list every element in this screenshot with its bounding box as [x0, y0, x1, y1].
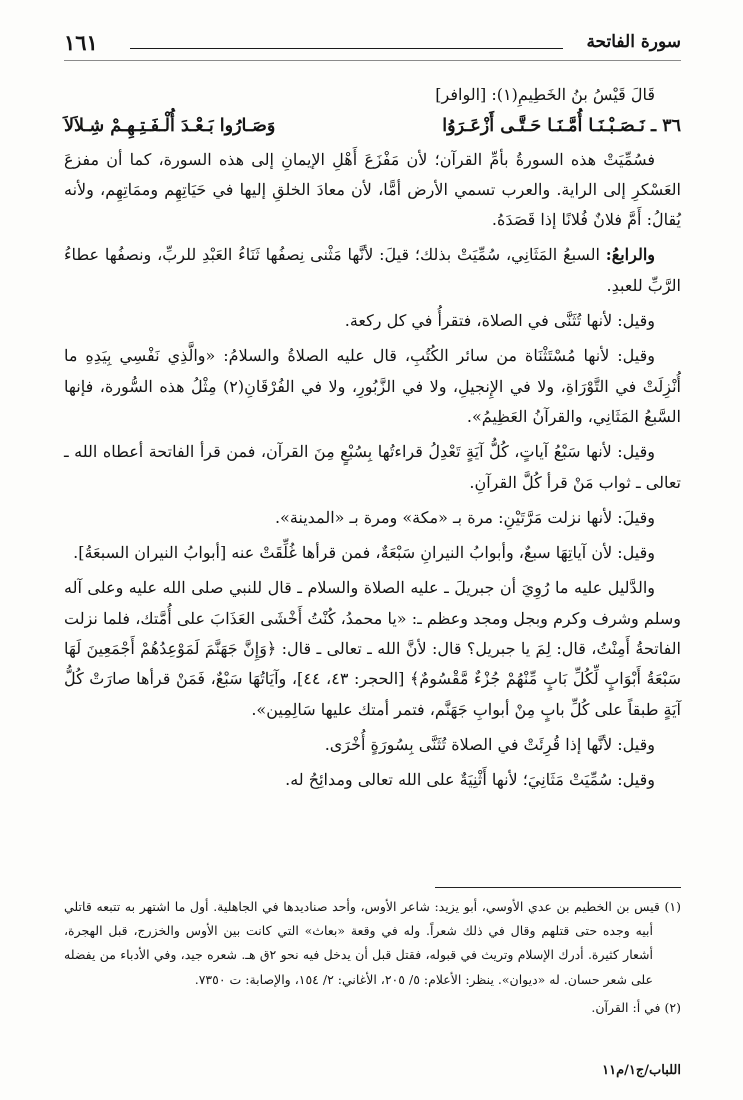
hemistich-2: وَصَـارُوا بَـعْـدَ أُلْـفَـتِـهِـمْ شِـلاَلاَ: [64, 116, 276, 137]
paragraph-2: [64, 240, 681, 301]
footnote-2: (٢) في أ: القرآن.: [591, 999, 681, 1015]
footnote-1: (١) قيس بن الخطيم بن عدي الأوسي، أبو يزيد: شاعر الأوس، وأحد صناديدها في الجاهلية. أول ما اشتهر به تتبعه قاتلي أبيه وجده حتى قتلهم وقال في ذلك شعراً. وله في وقعة «بعاث» التي كانت بين الأوس والخزرج، قبل الهجرة، أشعار كثيرة. أدرك الإسلام وتريث في قبوله، فقتل قبل أن يدخل فيه نحو ٢ق هـ. شعره جيد، وفي الأدباء من يفضله على شعر حسان. له «ديوان». ينظر: الأعلام: ٥/ ٢٠٥، الأغاني: ٢/ ١٥٤، والإصابة: ت ٧٣٥٠.: [64, 899, 681, 987]
paragraph-8: والدَّليل عليه ما رُوِيَ أن جبريلَ ـ عليه الصلاة والسلام ـ قال للنبي صلى الله عليه وعلى آله وسلم وشرف وكرم وبجل ومجد وعظم ـ: «يا محمدُ، كُنْتُ أَخْشَى العَذَابَ على أُمَّتك، فلما نزلت الفاتحةُ أَمِنْتُ، قال: لِمَ يا جبريل؟ قال: لأنَّ الله ـ تعالى ـ قال: ﴿وَإِنَّ جَهَنَّمَ لَمَوْعِدُهُمْ أَجْمَعِينَ لَهَا سَبْعَةُ أَبْوَابٍ لِّكُلِّ بَابٍ مِّنْهُمْ جُزْءٌ مَّقْسُومٌ﴾ [الحجر: ٤٣، ٤٤]، وآيَاتُهَا سَبْعٌ، فَمَنْ قرأها صارَتْ كُلُّ آيَةٍ طبقاً على كُلِّ بابٍ مِنْ أبوابِ جَهَنَّم، فتمر أمتك عليها سَالِمِين».: [64, 578, 682, 719]
main-text: [64, 80, 681, 801]
poem-verse: [64, 111, 681, 141]
paragraph-7: وقيل: لأن آياتِهَا سبعٌ، وأبوابُ النيرانِ سَبْعَةٌ، فمن قرأها غُلِّقَتْ عنه [أبوابُ النيران السبعَةُ].: [73, 543, 655, 563]
paragraph-2-text: السبعُ المَثَانِي، سُمِّيَتْ بذلك؛ قيلَ: لأنَّها مَثْنى نِصفُها ثَنَاءُ العَبْدِ للربِّ، ونصفُها عطاءُ الرَّبِّ للعبدِ.: [64, 245, 681, 295]
paragraph-1: فسُمِّيَتْ هذه السورةُ بأمِّ القرآن؛ لأن مَفْزَعَ أَهْلِ الإيمانِ إلى هذه السورة، كما أن مفزعَ العَسْكرِ إلى الراية. والعرب تسمي الأرض أمًّا، لأن معادَ الخلقِ إليها في حَيَاتِهِم وممَاتِهِم، ولأنه يُقالُ: أَمَّ فلانٌ فُلانًا إذا قَصَدَهُ.: [64, 149, 681, 230]
page-number: ١٦١: [64, 30, 98, 55]
paragraph-3: وقيل: لأنها تُثَنَّى في الصلاة، فتقرأُ في كل ركعة.: [344, 311, 655, 331]
footnote-rule: [435, 887, 681, 888]
verse-intro: قَالَ قَيْسُ بنُ الخَطِيمِ(١): [الوافر]: [435, 85, 655, 104]
verse-number: ٣٦ ـ: [644, 116, 681, 137]
surah-title: سورة الفاتحة: [586, 32, 681, 52]
footnotes: [64, 895, 681, 1020]
paragraph-10: وقيل: سُمِّيَتْ مَثَانِيَ؛ لأنها أَثْنِيَةٌ على الله تعالى ومدائِحُ له.: [285, 770, 655, 790]
header-rule: [64, 60, 681, 61]
hemistich-1: نَـصَـبْـنَـا أُمَّـنَـا حَـتَّـى أَزْعَـرَوُا: [442, 116, 645, 137]
header-line: [130, 48, 563, 49]
running-header: [64, 32, 681, 58]
paragraph-6: وقيلَ: لأنها نزلت مَرَّتَيْنِ: مرة بـ «مكة» ومرة بـ «المدينة».: [274, 507, 655, 527]
printer-signature: اللباب/ج١/م١١: [602, 1063, 681, 1078]
verse-first-hemistich: [442, 111, 681, 141]
paragraph-5: وقيل: لأنها سَبْعُ آياتٍ، كُلُّ آيَةٍ تَعْدِلُ قراءتُها بِسُبْعٍ مِنَ القرآن، فمن قرأ الفاتحة أعطاه الله ـ تعالى ـ ثواب مَنْ قرأ كُلَّ القرآنِ.: [64, 442, 681, 492]
paragraph-4: وقيل: لأنها مُسْتَثْنَاة من سائر الكُتُبِ، قال عليه الصلاةُ والسلامُ: «والَّذِي نَفْسِي بِيَدِهِ ما أُنْزِلَتْ في التَّوْرَاةِ، ولا في الإِنجيلِ، ولا في الزَّبُورِ، ولا في الفُرْقَانِ(٢) مِثْلُ هذه السُّورة، فإنها السَّبعُ المَثَانِي، والقرآنُ العَظِيمُ».: [64, 346, 681, 426]
paragraph-9: وقيل: لأنَّها إذا قُرِئَتْ في الصلاة تُثَنَّى بِسُورَةٍ أُخْرَى.: [324, 734, 655, 754]
paragraph-2-lead: والرابعُ:: [605, 245, 655, 265]
